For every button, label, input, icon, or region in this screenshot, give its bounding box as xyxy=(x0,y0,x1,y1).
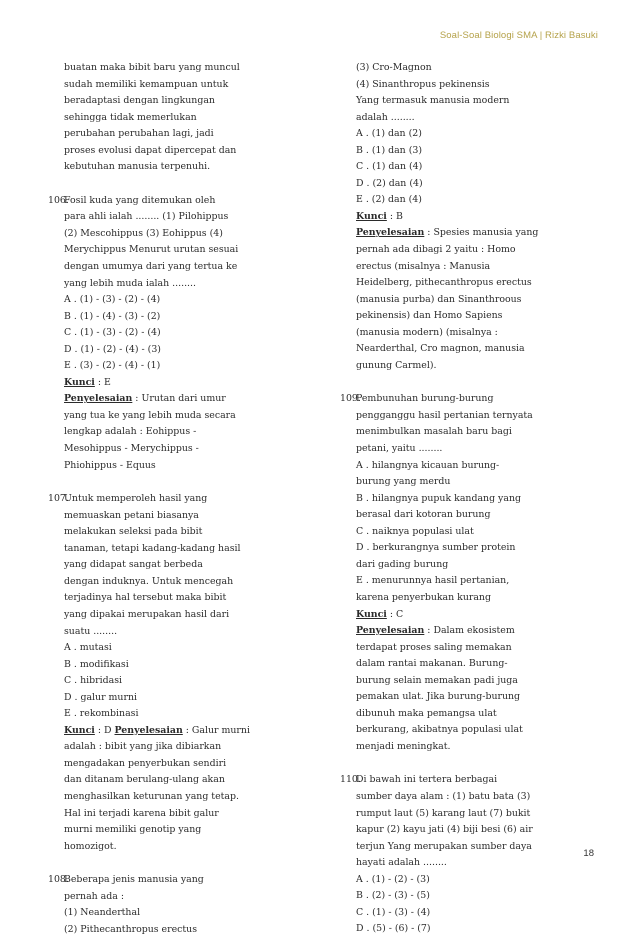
solution-text: homozigot. xyxy=(64,840,117,852)
question-text: Beberapa jenis manusia yang xyxy=(64,874,204,886)
answer-option: D . galur murni xyxy=(64,691,137,703)
question-text: yang lebih muda ialah ........ xyxy=(64,277,197,289)
text-line: sehingga tidak memerlukan xyxy=(64,111,197,123)
answer-option: E . (3) - (2) - (4) - (1) xyxy=(64,360,161,372)
solution-text: yang tua ke yang lebih muda secara xyxy=(64,409,236,421)
penyelesaian-label: Penyelesaian xyxy=(64,393,133,405)
answer-option: C . hibridasi xyxy=(64,675,123,687)
question-106 xyxy=(48,193,300,474)
solution-text: (manusia purba) dan Sinanthroous xyxy=(356,293,522,305)
penyelesaian-label: Penyelesaian xyxy=(356,227,425,239)
answer-option: A . (1) dan (2) xyxy=(356,128,422,140)
text-line: perubahan perubahan lagi, jadi xyxy=(64,128,214,140)
solution-text: : Spesies manusia yang xyxy=(424,227,539,239)
solution-text: mengadakan penyerbukan sendiri xyxy=(64,757,227,769)
running-header: Soal-Soal Biologi SMA | Rizki Basuki xyxy=(439,30,598,41)
solution-text: dibunuh maka pemangsa ulat xyxy=(356,707,497,719)
answer-option: berasal dari kotoran burung xyxy=(356,509,491,521)
solution-text: murni memiliki genotip yang xyxy=(64,824,202,836)
solution-text: : Dalam ekosistem xyxy=(424,625,515,637)
question-text: adalah ........ xyxy=(356,111,415,123)
text-line: sudah memiliki kemampuan untuk xyxy=(64,78,229,90)
solution-text: berkurang, akibatnya populasi ulat xyxy=(356,724,523,736)
penyelesaian-label: Penyelesaian xyxy=(356,625,425,637)
kunci-label: Kunci xyxy=(64,376,95,388)
question-108-continuation xyxy=(340,60,592,374)
question-text: Fosil kuda yang ditemukan oleh xyxy=(64,194,216,206)
right-column xyxy=(340,60,592,938)
answer-key: : D xyxy=(94,724,115,736)
question-text: tanaman, tetapi kadang-kadang hasil xyxy=(64,542,241,554)
solution-text: pekinensis) dan Homo Sapiens xyxy=(356,310,503,322)
answer-option: E . rekombinasi xyxy=(64,708,139,720)
solution-text: : Galur murni xyxy=(182,724,250,736)
text-line: beradaptasi dengan lingkungan xyxy=(64,95,215,107)
answer-option: D . (5) - (6) - (7) xyxy=(356,923,431,935)
question-text: para ahli ialah ........ (1) Pilohippus xyxy=(64,211,229,223)
answer-option: B . (1) dan (3) xyxy=(356,144,422,156)
question-text: terjadinya hal tersebut maka bibit xyxy=(64,592,227,604)
question-number: 107. xyxy=(48,493,69,505)
solution-text: adalah : bibit yang jika dibiarkan xyxy=(64,741,222,753)
question-text: (4) Sinanthropus pekinensis xyxy=(356,78,490,90)
question-text: Merychippus Menurut urutan sesuai xyxy=(64,244,239,256)
solution-text: Nearderthal, Cro magnon, manusia xyxy=(356,343,525,355)
question-text: petani, yaitu ........ xyxy=(356,443,443,455)
q105-continuation xyxy=(48,60,300,176)
answer-option: E . (2) dan (4) xyxy=(356,194,422,206)
solution-text: : Urutan dari umur xyxy=(132,393,226,405)
question-110 xyxy=(340,772,592,937)
question-number: 109. xyxy=(340,393,361,405)
answer-option: dari gading burung xyxy=(356,558,449,570)
question-107 xyxy=(48,491,300,855)
question-text: melakukan seleksi pada bibit xyxy=(64,526,203,538)
solution-text: terdapat proses saling memakan xyxy=(356,641,512,653)
answer-option: C . naiknya populasi ulat xyxy=(356,525,474,537)
solution-text: Hal ini terjadi karena bibit galur xyxy=(64,807,219,819)
question-text: (1) Neanderthal xyxy=(64,907,141,919)
answer-option: C . (1) - (3) - (4) xyxy=(356,906,431,918)
question-number: 110. xyxy=(340,774,361,786)
answer-option: B . modifikasi xyxy=(64,658,129,670)
solution-text: (manusia modern) (misalnya : xyxy=(356,326,498,338)
text-line: buatan maka bibit baru yang muncul xyxy=(64,62,240,73)
answer-key: : C xyxy=(386,608,404,620)
answer-option: A . (1) - (2) - (3) xyxy=(356,873,430,885)
kunci-label: Kunci xyxy=(356,608,387,620)
penyelesaian-label: Penyelesaian xyxy=(114,724,183,736)
question-text: menimbulkan masalah baru bagi xyxy=(356,426,512,438)
answer-key: : E xyxy=(94,376,111,388)
question-text: sumber daya alam : (1) batu bata (3) xyxy=(356,790,531,802)
question-text: Untuk memperoleh hasil yang xyxy=(64,493,208,505)
answer-option: karena penyerbukan kurang xyxy=(356,591,491,603)
solution-text: dan ditanam berulang-ulang akan xyxy=(64,774,225,786)
page-number: 18 xyxy=(583,848,594,859)
question-text: terjun Yang merupakan sumber daya xyxy=(356,840,532,852)
text-line: kebutuhan manusia terpenuhi. xyxy=(64,161,211,173)
solution-text: menjadi meningkat. xyxy=(356,740,451,752)
question-text: memuaskan petani biasanya xyxy=(64,509,199,521)
left-column xyxy=(48,60,300,938)
answer-option: A . (1) - (3) - (2) - (4) xyxy=(64,294,161,306)
solution-text: lengkap adalah : Eohippus - xyxy=(64,426,197,438)
question-text: (3) Cro-Magnon xyxy=(356,62,432,73)
solution-text: burung selain memakan padi juga xyxy=(356,674,518,686)
answer-option: B . (2) - (3) - (5) xyxy=(356,890,430,902)
question-text: Di bawah ini tertera berbagai xyxy=(356,774,498,786)
answer-option: D . (1) - (2) - (4) - (3) xyxy=(64,343,161,355)
solution-text: pemakan ulat. Jika burung-burung xyxy=(356,691,521,703)
question-text: pernah ada : xyxy=(64,890,124,902)
question-text: Pembunuhan burung-burung xyxy=(356,393,494,405)
solution-text: pernah ada dibagi 2 yaitu : Homo xyxy=(356,244,516,256)
answer-key: : B xyxy=(386,210,403,222)
text-line: proses evolusi dapat dipercepat dan xyxy=(64,144,237,156)
answer-option: A . mutasi xyxy=(64,642,112,654)
question-108 xyxy=(48,872,300,938)
question-109 xyxy=(340,391,592,755)
kunci-label: Kunci xyxy=(356,210,387,222)
question-text: pengganggu hasil pertanian ternyata xyxy=(356,409,533,421)
solution-text: Mesohippus - Merychippus - xyxy=(64,443,199,455)
kunci-label: Kunci xyxy=(64,724,95,736)
answer-option: D . (2) dan (4) xyxy=(356,177,423,189)
question-text: rumput laut (5) karang laut (7) bukit xyxy=(356,807,531,819)
question-text: yang dipakai merupakan hasil dari xyxy=(64,608,230,620)
solution-text: Heidelberg, pithecanthropus erectus xyxy=(356,277,532,289)
question-text: hayati adalah ........ xyxy=(356,857,447,869)
question-text: yang didapat sangat berbeda xyxy=(64,559,203,571)
question-text: dengan induknya. Untuk mencegah xyxy=(64,575,234,587)
question-number: 108. xyxy=(48,874,69,886)
answer-option: A . hilangnya kicauan burung- xyxy=(356,459,500,471)
question-number: 106. xyxy=(48,194,69,206)
solution-text: gunung Carmel). xyxy=(356,359,437,371)
question-text: (2) Pithecanthropus erectus xyxy=(64,923,198,935)
solution-text: menghasilkan keturunan yang tetap. xyxy=(64,790,239,802)
answer-option: C . (1) dan (4) xyxy=(356,161,423,173)
answer-option: burung yang merdu xyxy=(356,476,451,488)
solution-text: Phiohippus - Equus xyxy=(64,459,156,471)
answer-option: B . (1) - (4) - (3) - (2) xyxy=(64,310,161,322)
question-text: dengan umumya dari yang tertua ke xyxy=(64,261,238,273)
question-text: suatu ........ xyxy=(64,625,118,637)
question-text: kapur (2) kayu jati (4) biji besi (6) air xyxy=(356,824,533,836)
question-text: (2) Mescohippus (3) Eohippus (4) xyxy=(64,227,223,239)
answer-option: B . hilangnya pupuk kandang yang xyxy=(356,492,521,504)
solution-text: dalam rantai makanan. Burung- xyxy=(356,658,508,670)
question-text: Yang termasuk manusia modern xyxy=(356,95,510,107)
solution-text: erectus (misalnya : Manusia xyxy=(356,260,491,272)
answer-option: C . (1) - (3) - (2) - (4) xyxy=(64,327,161,339)
answer-option: D . berkurangnya sumber protein xyxy=(356,542,516,554)
answer-option: E . menurunnya hasil pertanian, xyxy=(356,575,510,587)
